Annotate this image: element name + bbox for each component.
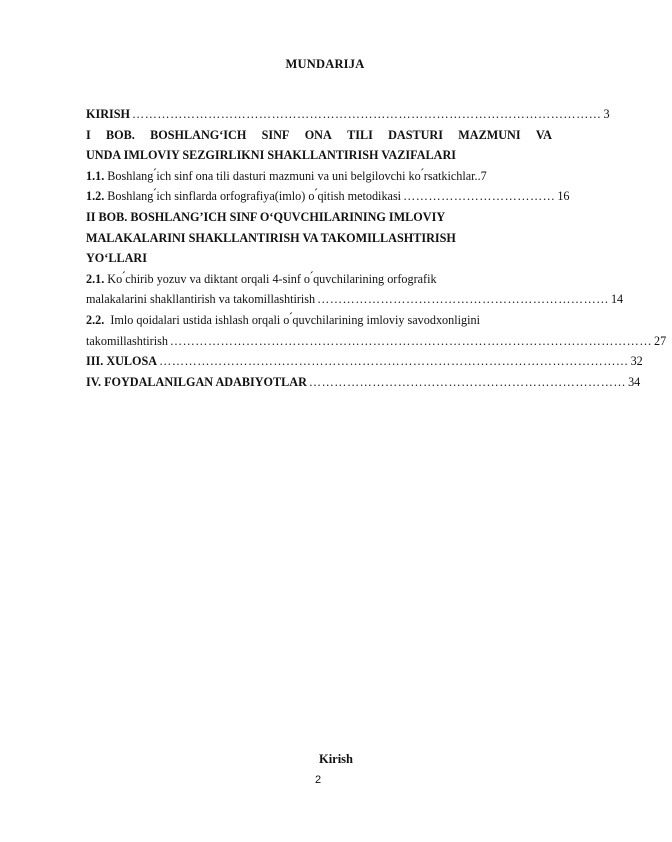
toc-entry-page: 16 bbox=[557, 189, 570, 204]
toc-entry-page: 7 bbox=[480, 168, 487, 183]
toc-entry-number: 2.1. bbox=[86, 271, 105, 286]
toc-entry-2-2-line1 bbox=[86, 310, 552, 331]
toc-entry-xulosa bbox=[86, 351, 643, 372]
toc-word: BOB. bbox=[106, 127, 135, 142]
toc-word: I bbox=[86, 127, 91, 142]
toc-entry-label: IV. FOYDALANILGAN ADABIYOTLAR bbox=[86, 374, 307, 389]
toc-entry-2-1-line1 bbox=[86, 269, 552, 290]
toc-entry-label: III. XULOSA bbox=[86, 354, 158, 369]
toc-entry-page: 3 bbox=[603, 107, 610, 121]
toc-chapter1-line1 bbox=[86, 125, 552, 146]
toc-entry-number: 1.2. bbox=[86, 189, 105, 204]
toc-chapter1-line2: UNDA IMLOVIY SEZGIRLIKNI SHAKLLANTIRISH VAZIFALARI bbox=[86, 148, 456, 163]
toc-entry-label: KIRISH bbox=[86, 107, 131, 121]
toc-entry-1-2 bbox=[86, 186, 570, 207]
toc-word: SINF bbox=[261, 127, 290, 142]
toc-leader-dots: ……………………………… bbox=[403, 189, 556, 204]
toc-entry-page: 34 bbox=[628, 374, 641, 389]
toc-entry-2-2-line2 bbox=[86, 331, 667, 352]
toc-entry-number: 2.2. bbox=[86, 312, 105, 327]
toc-chapter2-line1: II BOB. BOSHLANG’ICH SINF O‘QUVCHILARINING IMLOVIY bbox=[86, 209, 446, 224]
section-heading-kirish: Kirish bbox=[318, 752, 354, 766]
toc-entry-page: 14 bbox=[610, 292, 624, 307]
toc-entry-page: 27 bbox=[654, 333, 667, 348]
table-of-contents bbox=[86, 104, 667, 392]
toc-entry-label: Ko ́chirib yozuv va diktant orqali 4-sinf o ́quvchilarining orfografik bbox=[107, 271, 437, 286]
toc-chapter2-line3: YO‘LLARI bbox=[86, 251, 147, 266]
toc-entry-label: malakalarini shakllantirish va takomillashtirish bbox=[86, 292, 316, 307]
page-number: 2 bbox=[314, 774, 322, 786]
toc-leader-dots: ………………………………………………………………………………………………… bbox=[159, 354, 629, 369]
toc-word: BOSHLANG‘ICH bbox=[150, 127, 247, 142]
toc-leader-dots: ………………………………………………………………… bbox=[308, 374, 627, 389]
toc-leader-dots: ………………………………………………………………………………………………… bbox=[132, 107, 602, 121]
toc-entry-label: Imlo qoidalari ustida ishlash orqali o ́quvchilarining imloviy savodxonligini bbox=[107, 312, 480, 327]
toc-entry-2-1-line2 bbox=[86, 289, 624, 310]
toc-word: MAZMUNI bbox=[458, 127, 521, 142]
toc-word: ONA bbox=[304, 127, 332, 142]
toc-entry-1-1 bbox=[86, 166, 552, 187]
toc-entry-adabiyotlar bbox=[86, 372, 641, 393]
toc-entry-label: Boshlang ́ich sinflarda orfografiya(imlo) o ́qitish metodikasi bbox=[107, 189, 402, 204]
toc-chapter2-line2: MALAKALARINI SHAKLLANTIRISH VA TAKOMILLASHTIRISH bbox=[86, 230, 456, 245]
toc-entry-kirish bbox=[86, 104, 610, 125]
toc-word: VA bbox=[535, 127, 552, 142]
toc-leader-dots: …………………………………………………………………………………………………… bbox=[169, 333, 653, 348]
toc-entry-number: 1.1. bbox=[86, 168, 105, 183]
toc-entry-label: Boshlang ́ich sinf ona tili dasturi mazmuni va uni belgilovchi ko ́rsatkichlar.. bbox=[107, 168, 481, 183]
toc-leader-dots: …………………………………………………………… bbox=[317, 292, 609, 307]
toc-word: TILI bbox=[347, 127, 373, 142]
toc-entry-label: takomillashtirish bbox=[86, 333, 168, 348]
toc-word: DASTURI bbox=[388, 127, 443, 142]
toc-entry-page: 32 bbox=[630, 354, 643, 369]
page-title: MUNDARIJA bbox=[285, 57, 365, 71]
